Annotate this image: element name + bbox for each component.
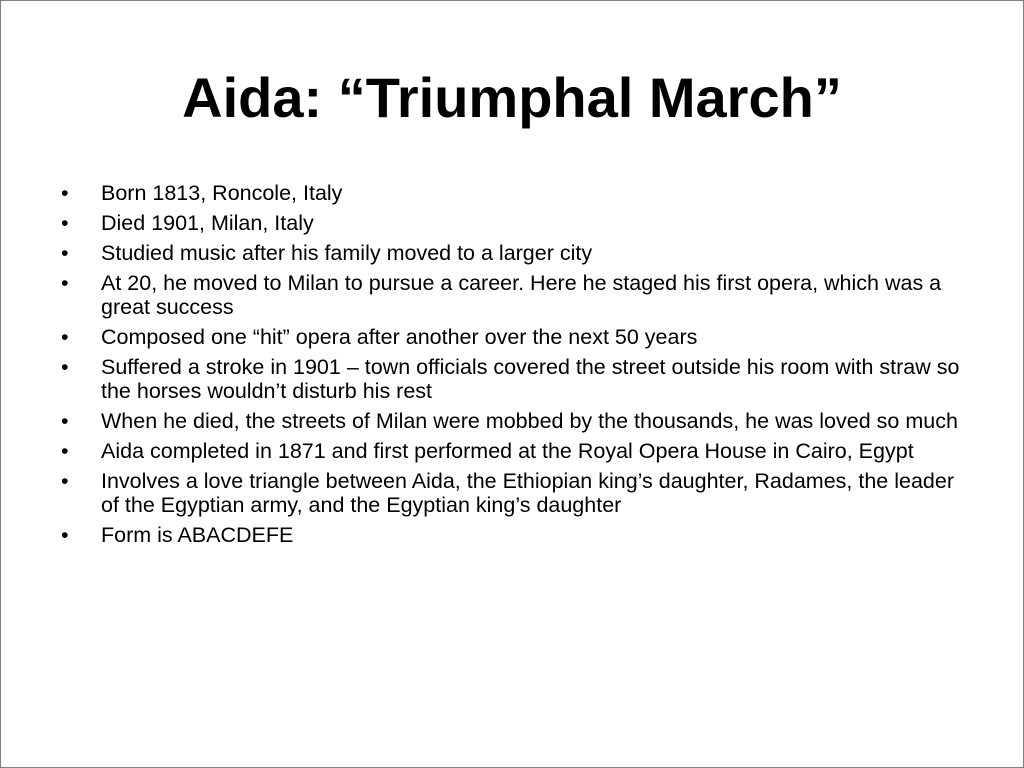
bullet-list bbox=[56, 181, 976, 553]
bullet-icon: • bbox=[61, 409, 69, 433]
bullet-item bbox=[56, 241, 976, 265]
bullet-item bbox=[56, 355, 976, 403]
bullet-item bbox=[56, 523, 976, 547]
bullet-item bbox=[56, 211, 976, 235]
bullet-text: Died 1901, Milan, Italy bbox=[101, 211, 314, 235]
bullet-icon: • bbox=[61, 325, 69, 349]
bullet-icon: • bbox=[61, 241, 69, 265]
bullet-text: Composed one “hit” opera after another over the next 50 years bbox=[101, 325, 698, 349]
bullet-text: Suffered a stroke in 1901 – town officials covered the street outside his room with straw so the horses wouldn’t disturb his rest bbox=[101, 355, 960, 403]
bullet-icon: • bbox=[61, 355, 69, 379]
bullet-icon: • bbox=[61, 181, 69, 205]
bullet-text: Involves a love triangle between Aida, the Ethiopian king’s daughter, Radames, the leader of the Egyptian army, and the Egyptian king’s daughter bbox=[101, 469, 954, 517]
bullet-icon: • bbox=[61, 469, 69, 493]
bullet-item bbox=[56, 439, 976, 463]
bullet-icon: • bbox=[61, 211, 69, 235]
bullet-item bbox=[56, 469, 976, 517]
bullet-text: At 20, he moved to Milan to pursue a career. Here he staged his first opera, which was a great success bbox=[101, 271, 942, 319]
bullet-item bbox=[56, 271, 976, 319]
bullet-icon: • bbox=[61, 439, 69, 463]
bullet-item bbox=[56, 181, 976, 205]
bullet-icon: • bbox=[61, 523, 69, 547]
slide-title: Aida: “Triumphal March” bbox=[182, 66, 842, 129]
bullet-text: Born 1813, Roncole, Italy bbox=[101, 181, 343, 205]
bullet-text: When he died, the streets of Milan were mobbed by the thousands, he was loved so much bbox=[101, 409, 958, 433]
bullet-item bbox=[56, 409, 976, 433]
bullet-text: Form is ABACDEFE bbox=[101, 523, 294, 547]
bullet-text: Studied music after his family moved to a larger city bbox=[101, 241, 593, 265]
bullet-item bbox=[56, 325, 976, 349]
bullet-icon: • bbox=[61, 271, 69, 295]
bullet-text: Aida completed in 1871 and first performed at the Royal Opera House in Cairo, Egypt bbox=[101, 439, 914, 463]
